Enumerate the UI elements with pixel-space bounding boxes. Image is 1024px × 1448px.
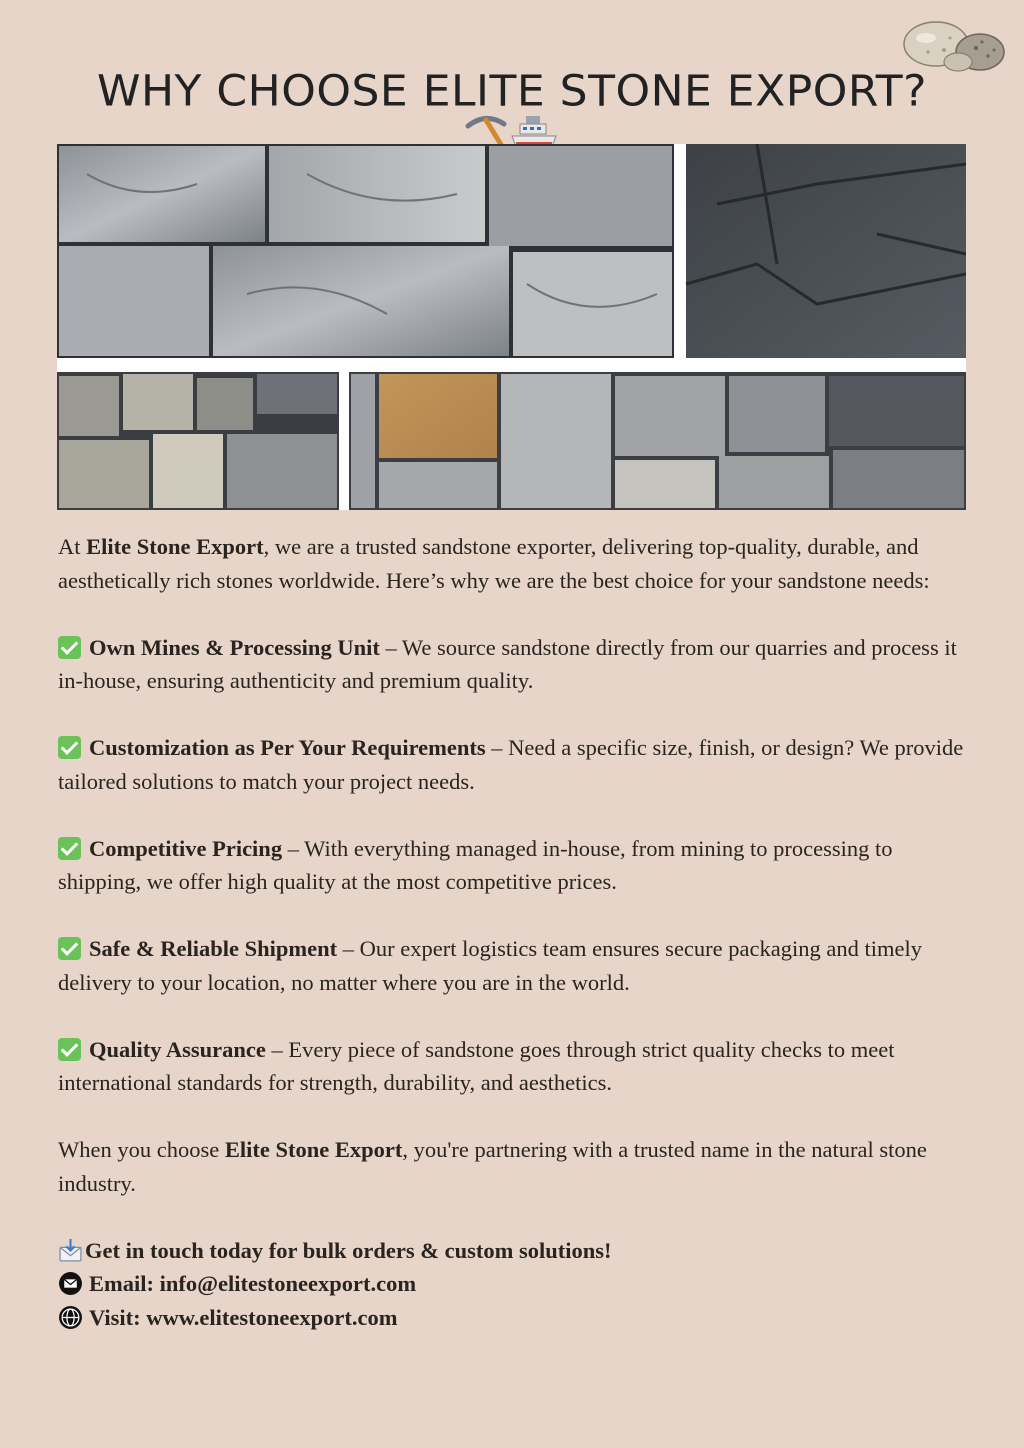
brand-name: Elite Stone Export <box>86 534 264 559</box>
feature-item: Safe & Reliable Shipment – Our expert logistics team ensures secure packaging and timely delivery to your location, no matter where you are in the world. <box>58 936 922 995</box>
stone-photo-bottom-right <box>349 372 966 510</box>
check-mark-icon <box>58 1038 81 1061</box>
stone-photo-top-left <box>57 144 674 358</box>
email-icon <box>58 1271 83 1296</box>
feature-item: Quality Assurance – Every piece of sandstone goes through strict quality checks to meet international standards for strength, durability, and aesthetics. <box>58 1036 895 1095</box>
check-mark-icon <box>58 937 81 960</box>
closing-paragraph: When you choose Elite Stone Export, you're partnering with a trusted name in the natural stone industry. <box>58 1137 927 1196</box>
stone-photo-bottom-left <box>57 372 339 510</box>
contact-email[interactable]: Email: info@elitestoneexport.com <box>58 1267 970 1301</box>
intro-paragraph: At Elite Stone Export, we are a trusted sandstone exporter, delivering top-quality, durable, and aesthetically rich stones worldwide. Here’s why we are the best choice for your sandstone needs: <box>58 534 930 593</box>
feature-item: Customization as Per Your Requirements – Need a specific size, finish, or design? We provide tailored solutions to match your project needs. <box>58 735 964 794</box>
stone-collage-image <box>57 144 966 510</box>
feature-item: Own Mines & Processing Unit – We source sandstone directly from our quarries and process it in-house, ensuring authenticity and premium quality. <box>58 634 957 693</box>
main-content <box>58 530 970 1334</box>
envelope-arrow-icon <box>58 1238 83 1263</box>
check-mark-icon <box>58 736 81 759</box>
stone-photo-top-right <box>686 144 966 358</box>
page-title: WHY CHOOSE ELITE STONE EXPORT? <box>96 66 928 117</box>
rocks-icon <box>898 12 1008 74</box>
check-mark-icon <box>58 636 81 659</box>
check-mark-icon <box>58 837 81 860</box>
feature-item: Competitive Pricing – With everything managed in-house, from mining to processing to shipping, we offer high quality at the most competitive prices. <box>58 835 893 894</box>
contact-website[interactable]: Visit: www.elitestoneexport.com <box>58 1301 970 1335</box>
brand-name: Elite Stone Export <box>224 1137 403 1162</box>
contact-cta: Get in touch today for bulk orders & custom solutions! <box>58 1234 970 1268</box>
globe-icon <box>58 1305 83 1330</box>
